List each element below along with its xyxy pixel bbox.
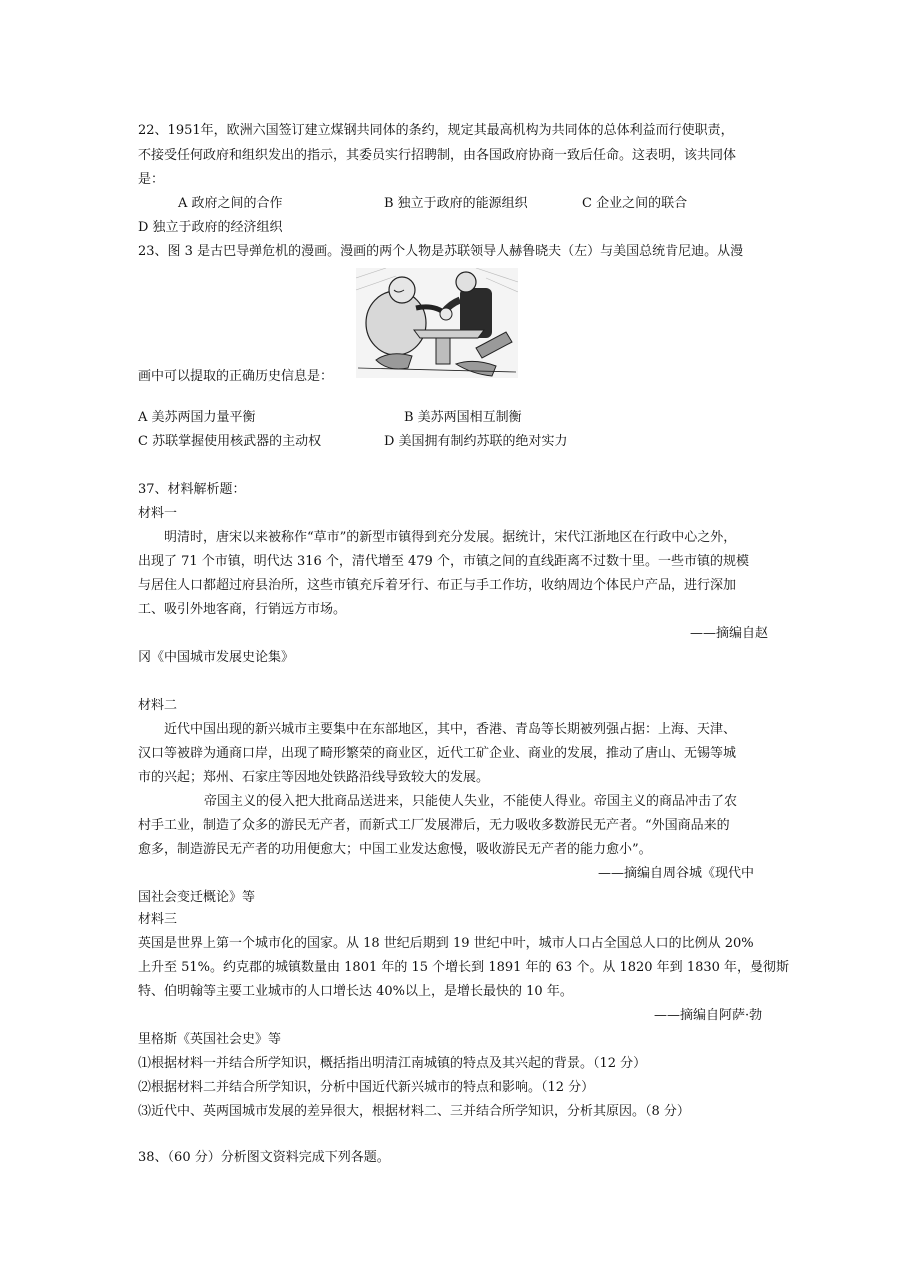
material-2-source-cont: 国社会变迁概论》等: [138, 890, 256, 905]
material-2-line5: 村手工业，制造了众多的游民无产者，而新式工厂发展滞后，无力吸收多数游民无产者。“外国商品来的: [138, 818, 730, 833]
q38-title: 38、（60 分）分析图文资料完成下列各题。: [138, 1150, 390, 1165]
material-3-label: 材料三: [138, 912, 178, 927]
material-1-line3: 与居住人口都超过府县治所，这些市镇充斥着牙行、布正与手工作坊，收纳周边个体民户产品，进行深加: [138, 578, 737, 593]
q23-option-d: D 美国拥有制约苏联的绝对实力: [384, 434, 568, 449]
material-3-source-cont: 里格斯《英国社会史》等: [138, 1032, 282, 1047]
material-2-line4: 帝国主义的侵入把大批商品送进来，只能使人失业，不能使人得业。帝国主义的商品冲击了农: [204, 794, 738, 809]
q22-line1: 22、1951年，欧洲六国签订建立煤钢共同体的条约，规定其最高机构为共同体的总体利益而行使职责，: [138, 123, 734, 138]
sub-question-1: ⑴根据材料一并结合所学知识，概括指出明清江南城镇的特点及其兴起的背景。（12 分）: [138, 1056, 647, 1071]
q22-option-b: B 独立于政府的能源组织: [384, 196, 528, 211]
material-2-line3: 市的兴起；郑州、石家庄等因地处铁路沿线导致较大的发展。: [138, 770, 490, 785]
cuban-missile-crisis-cartoon-image: [356, 268, 518, 378]
q22-line2: 不接受任何政府和组织发出的指示，其委员实行招聘制，由各国政府协商一致后任命。这表明，该共同体: [138, 148, 737, 163]
material-1-label: 材料一: [138, 506, 178, 521]
material-1-line1: 明清时，唐宋以来被称作“草市”的新型市镇得到充分发展。据统计，宋代江浙地区在行政中心之外，: [164, 530, 737, 545]
sub-question-2: ⑵根据材料二并结合所学知识，分析中国近代新兴城市的特点和影响。（12 分）: [138, 1080, 595, 1095]
material-3-line1: 英国是世界上第一个城市化的国家。从 18 世纪后期到 19 世纪中叶，城市人口占全国总人口的比例从 20%: [138, 936, 754, 951]
q23-option-c: C 苏联掌握使用核武器的主动权: [138, 434, 322, 449]
material-3-source: ——摘编自阿萨·勃: [654, 1008, 763, 1023]
q22-option-c: C 企业之间的联合: [582, 196, 688, 211]
material-2-source: ——摘编自周谷城《现代中: [598, 866, 755, 881]
q23-line2: 画中可以提取的正确历史信息是：: [138, 369, 334, 384]
material-3-line3: 特、伯明翰等主要工业城市的人口增长达 40%以上，是增长最快的 10 年。: [138, 984, 573, 999]
sub-question-3: ⑶近代中、英两国城市发展的差异很大，根据材料二、三并结合所学知识，分析其原因。（8 分）: [138, 1104, 690, 1119]
q23-line1: 23、图 3 是古巴导弹危机的漫画。漫画的两个人物是苏联领导人赫鲁晓夫（左）与美国总统肯尼迪。从漫: [138, 244, 744, 259]
q37-title: 37、材料解析题：: [138, 482, 246, 497]
material-2-line2: 汉口等被辟为通商口岸，出现了畸形繁荣的商业区，近代工矿企业、商业的发展，推动了唐山、无锡等城: [138, 746, 737, 761]
material-1-source-cont: 冈《中国城市发展史论集》: [138, 650, 295, 665]
q23-option-a: A 美苏两国力量平衡: [138, 410, 256, 425]
q22-option-a: A 政府之间的合作: [178, 196, 283, 211]
q22-option-d: D 独立于政府的经济组织: [138, 220, 283, 235]
material-3-line2: 上升至 51%。约克郡的城镇数量由 1801 年的 15 个增长到 1891 年的 63 个。从 1820 年到 1830 年，曼彻斯: [138, 960, 790, 975]
material-1-source: ——摘编自赵: [690, 626, 769, 641]
material-1-line4: 工、吸引外地客商，行销远方市场。: [138, 602, 347, 617]
material-2-line1: 近代中国出现的新兴城市主要集中在东部地区，其中，香港、青岛等长期被列强占据：上海、天津、: [164, 722, 737, 737]
q22-line3: 是：: [138, 172, 165, 187]
material-2-label: 材料二: [138, 698, 178, 713]
q23-option-b: B 美苏两国相互制衡: [404, 410, 522, 425]
material-1-line2: 出现了 71 个市镇，明代达 316 个，清代增至 479 个，市镇之间的直线距离不过数十里。一些市镇的规模: [138, 554, 749, 569]
material-2-line6: 愈多，制造游民无产者的功用便愈大；中国工业发达愈慢，吸收游民无产者的能力愈小”。: [138, 842, 652, 857]
